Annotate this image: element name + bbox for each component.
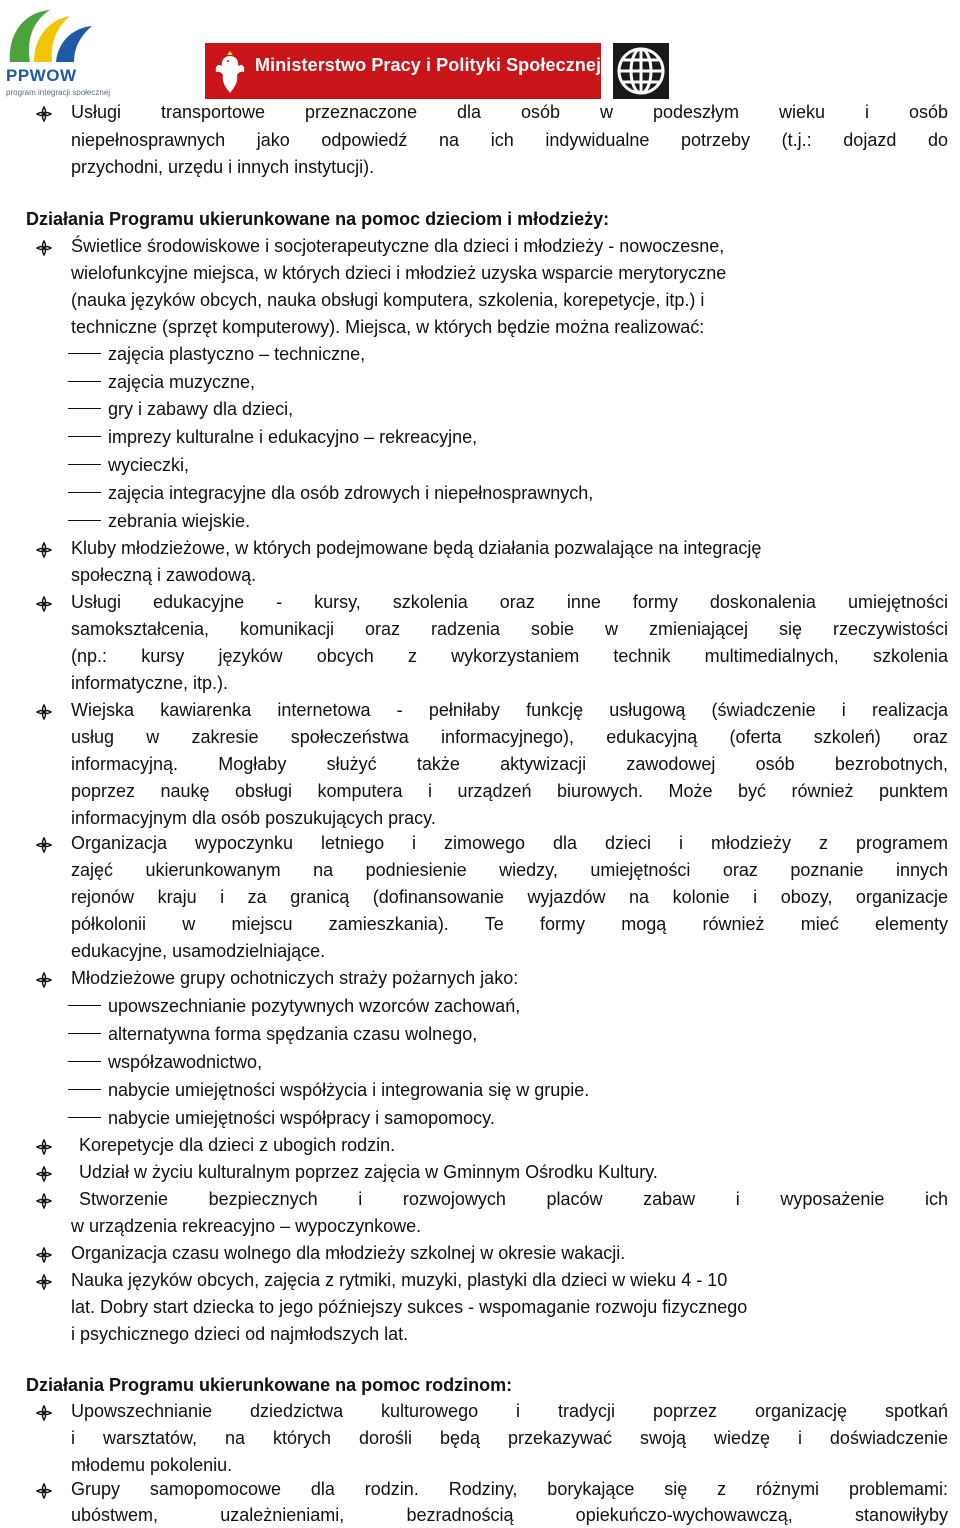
paragraph-line <box>0 779 960 803</box>
dash-bullet <box>68 1117 101 1118</box>
line-text: nabycie umiejętności współżycia i integrowania się w grupie. <box>108 1080 590 1100</box>
line-text: wycieczki, <box>108 455 190 475</box>
diamond-bullet-icon <box>36 1245 52 1261</box>
line-text: Grupy samopomocowe dla rodzin. Rodziny, borykające się z różnymi problemami: <box>71 1479 948 1499</box>
diamond-bullet-icon <box>36 1481 52 1497</box>
line-text: społeczną i zawodową. <box>71 565 257 585</box>
dash-bullet <box>68 381 101 382</box>
dash-list-item <box>0 1022 960 1046</box>
line-text: zajęcia plastyczno – techniczne, <box>108 344 366 364</box>
line-text: Upowszechnianie dziedzictwa kulturowego i tradycji poprzez organizację spotkań <box>71 1401 948 1421</box>
dash-list-item <box>0 481 960 505</box>
paragraph-line <box>0 1241 960 1265</box>
line-text: i psychicznego dzieci od najmłodszych lat. <box>71 1324 409 1344</box>
dash-list-item <box>0 994 960 1018</box>
paragraph-line <box>0 939 960 963</box>
line-text: alternatywna forma spędzania czasu wolnego, <box>108 1024 478 1044</box>
paragraph-line <box>0 100 960 124</box>
line-text: informacyjnym dla osób poszukujących pracy. <box>71 808 436 828</box>
dash-list-item <box>0 509 960 533</box>
paragraph-line <box>0 1187 960 1211</box>
line-text: poprzez naukę obsługi komputera i urządzeń biurowych. Może być również punktem <box>71 781 948 801</box>
line-text: gry i zabawy dla dzieci, <box>108 399 294 419</box>
line-text: Organizacja wypoczynku letniego i zimowego dla dzieci i młodzieży z programem <box>71 833 948 853</box>
line-text: zajęcia muzyczne, <box>108 372 256 392</box>
diamond-bullet-icon <box>36 835 52 851</box>
paragraph-line <box>0 912 960 936</box>
paragraph-line <box>0 1160 960 1184</box>
paragraph-line <box>0 617 960 641</box>
dash-bullet <box>68 1089 101 1090</box>
paragraph-line <box>0 261 960 285</box>
line-text: techniczne (sprzęt komputerowy). Miejsca, w których będzie można realizować: <box>71 317 705 337</box>
paragraph-line <box>0 1453 960 1477</box>
line-text: współzawodnictwo, <box>108 1052 263 1072</box>
line-text: Kluby młodzieżowe, w których podejmowane będą działania pozwalające na integrację <box>71 538 762 558</box>
paragraph-line <box>0 1268 960 1292</box>
line-text: Nauka języków obcych, zajęcia z rytmiki, muzyki, plastyki dla dzieci w wieku 4 - 10 <box>71 1270 728 1290</box>
line-text: Młodzieżowe grupy ochotniczych straży pożarnych jako: <box>71 968 519 988</box>
diamond-bullet-icon <box>36 702 52 718</box>
diamond-bullet-icon <box>36 1164 52 1180</box>
paragraph-line <box>0 698 960 722</box>
paragraph-line <box>0 752 960 776</box>
paragraph-line <box>0 806 960 830</box>
line-text: zebrania wiejskie. <box>108 511 251 531</box>
ministry-title: Ministerstwo Pracy i Polityki Społecznej <box>255 55 602 75</box>
dash-bullet <box>68 408 101 409</box>
dash-list-item <box>0 453 960 477</box>
line-text: edukacyjne, usamodzielniające. <box>71 941 326 961</box>
line-text: i warsztatów, na których dorośli będą przekazywać swoją wiedzę i doświadczenie <box>71 1428 948 1448</box>
line-text: Działania Programu ukierunkowane na pomoc dzieciom i młodzieży: <box>26 209 610 229</box>
line-text: rejonów kraju i za granicą (dofinansowanie wyjazdów na kolonie i obozy, organizacje <box>71 887 948 907</box>
line-text: młodemu pokoleniu. <box>71 1455 233 1475</box>
line-text: niepełnosprawnych jako odpowiedź na ich indywidualne potrzeby (t.j.: dojazd do <box>71 130 948 150</box>
logo-tagline: program integracji społecznej <box>6 88 111 97</box>
line-text: lat. Dobry start dziecka to jego późniejszy sukces - wspomaganie rozwoju fizycznego <box>71 1297 748 1317</box>
dash-bullet <box>68 353 101 354</box>
logo-brand-text: PPWOW <box>6 66 77 85</box>
diamond-bullet-icon <box>36 238 52 254</box>
line-text: informacyjną. Mogłaby służyć także aktywizacji zawodowej osób bezrobotnych, <box>71 754 948 774</box>
dash-list-item <box>0 397 960 421</box>
paragraph-line <box>0 1295 960 1319</box>
paragraph-line <box>0 1399 960 1423</box>
line-text: zajęcia integracyjne dla osób zdrowych i niepełnosprawnych, <box>108 483 594 503</box>
paragraph-line <box>0 288 960 312</box>
paragraph-line <box>0 644 960 668</box>
paragraph-line <box>0 128 960 152</box>
line-text: w urządzenia rekreacyjno – wypoczynkowe. <box>71 1216 422 1236</box>
paragraph-line <box>0 1322 960 1346</box>
paragraph-line <box>0 1477 960 1501</box>
line-text: (nauka języków obcych, nauka obsługi komputera, szkolenia, korepetycje, itp.) i <box>71 290 705 310</box>
dash-bullet <box>68 520 101 521</box>
line-text: wielofunkcyjne miejsca, w których dzieci i młodzież uzyska wsparcie merytoryczne <box>71 263 727 283</box>
paragraph-line <box>0 590 960 614</box>
dash-list-item <box>0 370 960 394</box>
line-text: Udział w życiu kulturalnym poprzez zajęcia w Gminnym Ośrodku Kultury. <box>79 1162 658 1182</box>
line-text: (np.: kursy języków obcych z wykorzystaniem technik multimedialnych, szkolenia <box>71 646 948 666</box>
line-text: Stworzenie bezpiecznych i rozwojowych placów zabaw i wyposażenie ich <box>79 1189 948 1209</box>
paragraph-line <box>0 315 960 339</box>
paragraph-line <box>0 725 960 749</box>
line-text: Wiejska kawiarenka internetowa - pełniłaby funkcję usługową (świadczenie i realizacja <box>71 700 948 720</box>
dash-bullet <box>68 1033 101 1034</box>
paragraph-line <box>0 1133 960 1157</box>
paragraph-line <box>0 1426 960 1450</box>
dash-list-item <box>0 1050 960 1074</box>
diamond-bullet-icon <box>36 1272 52 1288</box>
line-text: imprezy kulturalne i edukacyjno – rekreacyjne, <box>108 427 478 447</box>
line-text: informatyczne, itp.). <box>71 673 229 693</box>
line-text: ubóstwem, uzależnieniami, bezradnością opiekuńczo-wychowawczą, stanowiłyby <box>71 1505 948 1525</box>
paragraph-line <box>0 831 960 855</box>
paragraph-line <box>0 563 960 587</box>
paragraph-line <box>0 1214 960 1238</box>
paragraph-line <box>0 885 960 909</box>
paragraph-line <box>0 858 960 882</box>
line-text: półkolonii w miejscu zamieszkania). Te formy mogą również mieć elementy <box>71 914 948 934</box>
dash-bullet <box>68 464 101 465</box>
dash-list-item <box>0 1106 960 1130</box>
dash-bullet <box>68 492 101 493</box>
line-text: Usługi transportowe przeznaczone dla osób w podeszłym wieku i osób <box>71 102 948 122</box>
diamond-bullet-icon <box>36 104 52 120</box>
diamond-bullet-icon <box>36 1137 52 1153</box>
dash-bullet <box>68 1005 101 1006</box>
line-text: Usługi edukacyjne - kursy, szkolenia oraz inne formy doskonalenia umiejętności <box>71 592 948 612</box>
section-heading <box>0 1373 960 1397</box>
paragraph-line <box>0 536 960 560</box>
paragraph-line <box>0 155 960 179</box>
dash-list-item <box>0 1078 960 1102</box>
diamond-bullet-icon <box>36 1191 52 1207</box>
paragraph-line <box>0 671 960 695</box>
line-text: samokształcenia, komunikacji oraz radzenia sobie w zmieniającej się rzeczywistości <box>71 619 948 639</box>
diamond-bullet-icon <box>36 1403 52 1419</box>
section-heading <box>0 207 960 231</box>
dash-bullet <box>68 436 101 437</box>
dash-list-item <box>0 342 960 366</box>
line-text: Korepetycje dla dzieci z ubogich rodzin. <box>79 1135 396 1155</box>
line-text: przychodni, urzędu i innych instytucji). <box>71 157 375 177</box>
line-text: usług w zakresie społeczeństwa informacyjnego), edukacyjną (oferta szkoleń) oraz <box>71 727 948 747</box>
diamond-bullet-icon <box>36 970 52 986</box>
diamond-bullet-icon <box>36 540 52 556</box>
line-text: zajęć ukierunkowanym na podniesienie wiedzy, umiejętności oraz poznanie innych <box>71 860 948 880</box>
paragraph-line <box>0 234 960 258</box>
dash-bullet <box>68 1061 101 1062</box>
paragraph-line <box>0 966 960 990</box>
line-text: Organizacja czasu wolnego dla młodzieży szkolnej w okresie wakacji. <box>71 1243 626 1263</box>
line-text: upowszechnianie pozytywnych wzorców zachowań, <box>108 996 521 1016</box>
line-text: Działania Programu ukierunkowane na pomoc rodzinom: <box>26 1375 513 1395</box>
paragraph-line <box>0 1503 960 1527</box>
dash-list-item <box>0 425 960 449</box>
diamond-bullet-icon <box>36 594 52 610</box>
line-text: Świetlice środowiskowe i socjoterapeutyczne dla dzieci i młodzieży - nowoczesne, <box>71 236 725 256</box>
line-text: nabycie umiejętności współpracy i samopomocy. <box>108 1108 495 1128</box>
